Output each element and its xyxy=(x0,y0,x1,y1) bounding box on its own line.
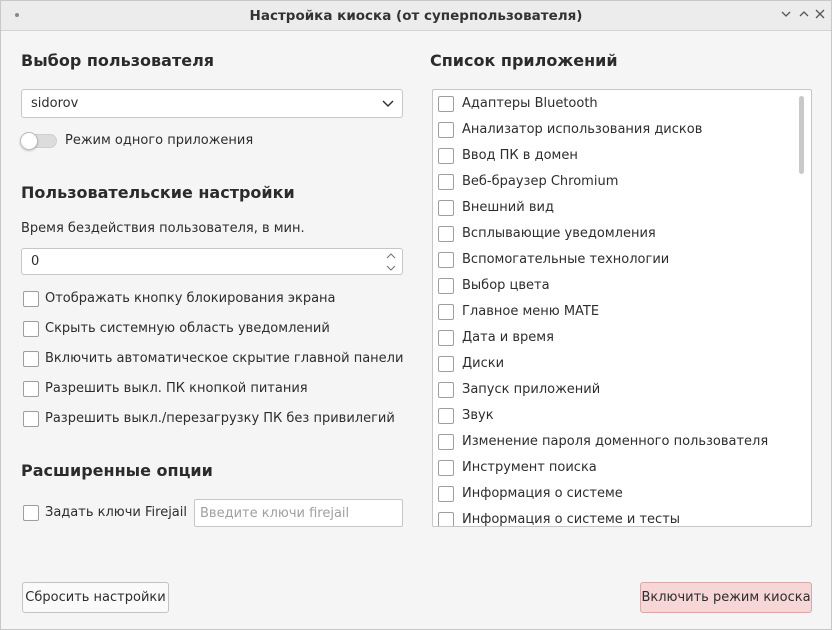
app-label: Диски xyxy=(462,356,505,371)
app-checkbox[interactable] xyxy=(438,512,454,527)
list-item[interactable] xyxy=(433,507,795,527)
app-checkbox[interactable] xyxy=(438,200,454,216)
list-item[interactable] xyxy=(433,117,795,143)
single-app-label: Режим одного приложения xyxy=(65,133,254,148)
app-label: Изменение пароля доменного пользователя xyxy=(462,434,769,449)
app-checkbox[interactable] xyxy=(438,122,454,138)
app-label: Запуск приложений xyxy=(462,382,601,397)
title-bar xyxy=(1,1,831,31)
app-checkbox[interactable] xyxy=(438,486,454,502)
app-label: Ввод ПК в домен xyxy=(462,148,578,163)
reset-settings-button[interactable]: Сбросить настройки xyxy=(22,582,169,613)
option-power-button-checkbox[interactable] xyxy=(23,381,39,397)
apps-list-scrollbar[interactable] xyxy=(799,96,804,174)
app-checkbox[interactable] xyxy=(438,382,454,398)
firejail-label: Задать ключи Firejail xyxy=(45,505,187,520)
list-item[interactable] xyxy=(433,351,795,377)
app-checkbox[interactable] xyxy=(438,148,454,164)
list-item[interactable] xyxy=(433,299,795,325)
option-power-button-label: Разрешить выкл. ПК кнопкой питания xyxy=(45,381,308,396)
app-label: Вспомогательные технологии xyxy=(462,252,670,267)
user-select-value: sidorov xyxy=(31,96,79,111)
option-hide-tray-checkbox[interactable] xyxy=(23,321,39,337)
app-label: Инструмент поиска xyxy=(462,460,597,475)
list-item[interactable] xyxy=(433,143,795,169)
user-section-title: Выбор пользователя xyxy=(21,51,215,70)
list-item[interactable] xyxy=(433,403,795,429)
app-label: Адаптеры Bluetooth xyxy=(462,96,598,111)
app-checkbox[interactable] xyxy=(438,96,454,112)
app-label: Внешний вид xyxy=(462,200,554,215)
toggle-knob xyxy=(20,132,38,150)
app-checkbox[interactable] xyxy=(438,174,454,190)
option-shutdown-checkbox[interactable] xyxy=(23,411,39,427)
option-autohide-panel-label: Включить автоматическое скрытие главной панели xyxy=(45,351,404,366)
spin-arrows-icon[interactable] xyxy=(384,250,398,274)
list-item[interactable] xyxy=(433,273,795,299)
idle-time-spinbox[interactable] xyxy=(21,248,403,275)
list-item[interactable] xyxy=(433,481,795,507)
list-item[interactable] xyxy=(433,455,795,481)
option-autohide-panel-checkbox[interactable] xyxy=(23,351,39,367)
app-checkbox[interactable] xyxy=(438,252,454,268)
app-label: Веб-браузер Chromium xyxy=(462,174,619,189)
app-label: Звук xyxy=(462,408,494,423)
firejail-checkbox[interactable] xyxy=(23,505,39,521)
app-label: Информация о системе и тесты xyxy=(462,512,681,527)
list-item[interactable] xyxy=(433,429,795,455)
firejail-keys-input[interactable] xyxy=(194,499,403,527)
option-hide-tray-label: Скрыть системную область уведомлений xyxy=(45,321,330,336)
app-checkbox[interactable] xyxy=(438,434,454,450)
option-lock-button-checkbox[interactable] xyxy=(23,291,39,307)
app-label: Анализатор использования дисков xyxy=(462,122,703,137)
app-checkbox[interactable] xyxy=(438,460,454,476)
apps-list[interactable] xyxy=(432,89,812,527)
app-checkbox[interactable] xyxy=(438,226,454,242)
app-checkbox[interactable] xyxy=(438,278,454,294)
list-item[interactable] xyxy=(433,247,795,273)
window-menu-icon[interactable] xyxy=(15,13,19,17)
app-checkbox[interactable] xyxy=(438,304,454,320)
app-checkbox[interactable] xyxy=(438,330,454,346)
app-label: Дата и время xyxy=(462,330,554,345)
list-item[interactable] xyxy=(433,221,795,247)
option-lock-button-label: Отображать кнопку блокирования экрана xyxy=(45,291,336,306)
advanced-options-title: Расширенные опции xyxy=(21,461,213,480)
app-label: Выбор цвета xyxy=(462,278,550,293)
idle-time-label: Время бездействия пользователя, в мин. xyxy=(21,221,305,236)
close-icon[interactable] xyxy=(811,7,829,25)
list-item[interactable] xyxy=(433,377,795,403)
app-label: Информация о системе xyxy=(462,486,623,501)
window-title: Настройка киоска (от суперпользователя) xyxy=(249,7,583,24)
idle-time-value: 0 xyxy=(31,254,40,269)
minimize-icon[interactable] xyxy=(777,7,795,25)
chevron-down-icon xyxy=(382,98,394,113)
apps-list-title: Список приложений xyxy=(430,51,618,70)
app-label: Главное меню MATE xyxy=(462,304,600,319)
app-checkbox[interactable] xyxy=(438,356,454,372)
user-settings-title: Пользовательские настройки xyxy=(21,183,295,202)
enable-kiosk-button[interactable]: Включить режим киоска xyxy=(640,582,812,613)
option-shutdown-label: Разрешить выкл./перезагрузку ПК без привилегий xyxy=(45,411,395,426)
list-item[interactable] xyxy=(433,195,795,221)
single-app-toggle[interactable] xyxy=(21,134,57,148)
list-item[interactable] xyxy=(433,169,795,195)
list-item[interactable] xyxy=(433,91,795,117)
list-item[interactable] xyxy=(433,325,795,351)
app-label: Всплывающие уведомления xyxy=(462,226,656,241)
user-select[interactable] xyxy=(21,89,403,118)
app-checkbox[interactable] xyxy=(438,408,454,424)
